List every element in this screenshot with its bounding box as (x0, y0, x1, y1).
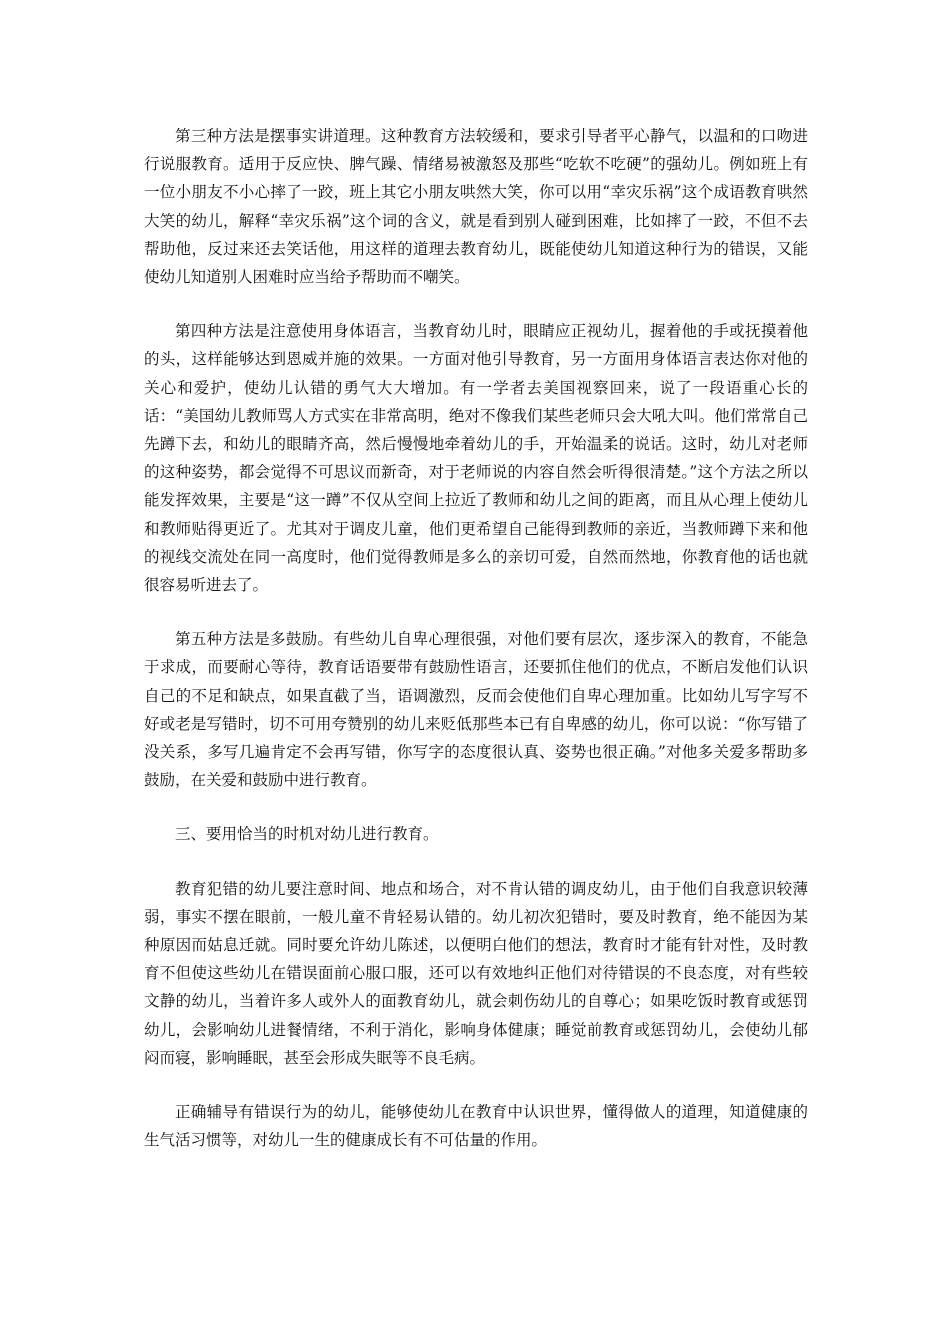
document-body (144, 122, 808, 1181)
paragraph-method-five: 第五种方法是多鼓励。有些幼儿自卑心理很强，对他们要有层次，逐步深入的教育，不能急于求成，而要耐心等待，教育话语要带有鼓励性语言，还要抓住他们的优点，不断启发他们认识自己的不足和缺点，如果直截了当，语调激烈，反而会使他们自卑心理加重。比如幼儿写字写不好或老是写错时，切不可用夸赞别的幼儿来贬低那些本已有自卑感的幼儿，你可以说：“你写错了没关系，多写几遍肯定不会再写错，你写字的态度很认真、姿势也很正确。”对他多关爱多帮助多鼓励，在关爱和鼓励中进行教育。 (144, 630, 808, 790)
paragraph-method-three: 第三种方法是摆事实讲道理。这种教育方法较缓和，要求引导者平心静气，以温和的口吻进行说服教育。适用于反应快、脾气躁、情绪易被激怒及那些“吃软不吃硬”的强幼儿。例如班上有一位小朋友不小心摔了一跤，班上其它小朋友哄然大笑，你可以用“幸灾乐祸”这个成语教育哄然大笑的幼儿，解释“幸灾乐祸”这个词的含义，就是看到别人碰到困难，比如摔了一跤，不但不去帮助他，反过来还去笑话他，用这样的道理去教育幼儿，既能使幼儿知道这种行为的错误，又能使幼儿知道别人困难时应当给予帮助而不嘲笑。 (144, 127, 808, 287)
paragraph-conclusion: 正确辅导有错误行为的幼儿，能够使幼儿在教育中认识世界，懂得做人的道理，知道健康的生气活习惯等，对幼儿一生的健康成长有不可估量的作用。 (144, 1103, 808, 1150)
paragraph-timing: 教育犯错的幼儿要注意时间、地点和场合，对不肯认错的调皮幼儿，由于他们自我意识较薄弱，事实不摆在眼前，一般儿童不肯轻易认错的。幼儿初次犯错时，要及时教育，绝不能因为某种原因而姑息迁就。同时要允许幼儿陈述，以便明白他们的想法，教育时才能有针对性，及时教育不但使这些幼儿在错误面前心服口服，还可以有效地纠正他们对待错误的不良态度，对有些较文静的幼儿，当着许多人或外人的面教育幼儿，就会刺伤幼儿的自尊心；如果吃饭时教育或惩罚幼儿，会影响幼儿进餐情绪，不利于消化，影响身体健康；睡觉前教育或惩罚幼儿，会使幼儿郁闷而寝，影响睡眠，甚至会形成失眠等不良毛病。 (144, 879, 808, 1067)
section-heading-timing: 三、要用恰当的时机对幼儿进行教育。 (175, 825, 439, 844)
paragraph-method-four: 第四种方法是注意使用身体语言，当教育幼儿时，眼睛应正视幼儿，握着他的手或抚摸着他的头，这样能够达到恩威并施的效果。一方面对他引导教育，另一方面用身体语言表达你对他的关心和爱护，使幼儿认错的勇气大大增加。有一学者去美国视察回来，说了一段语重心长的话：“美国幼儿教师骂人方式实在非常高明，绝对不像我们某些老师只会大吼大叫。他们常常自己先蹲下去，和幼儿的眼睛齐高，然后慢慢地牵着幼儿的手，开始温柔的说话。这时，幼儿对老师的这种姿势，都会觉得不可思议而新奇，对于老师说的内容自然会听得很清楚。”这个方法之所以能发挥效果，主要是“这一蹲”不仅从空间上拉近了教师和幼儿之间的距离，而且从心理上使幼儿和教师贴得更近了。尤其对于调皮儿童，他们更希望自己能得到教师的亲近，当教师蹲下来和他的视线交流处在同一高度时，他们觉得教师是多么的亲切可爱，自然而然地，你教育他的话也就很容易听进去了。 (144, 322, 808, 595)
